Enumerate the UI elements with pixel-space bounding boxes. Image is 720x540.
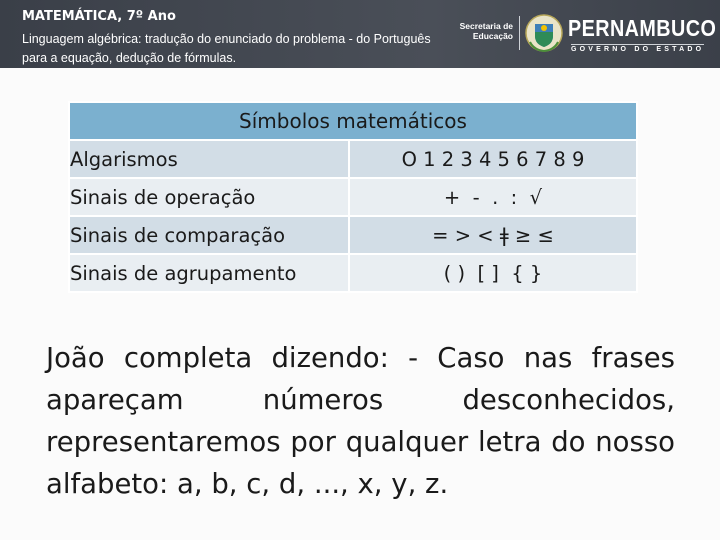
row-label: Algarismos	[69, 140, 349, 178]
table-row	[69, 178, 637, 216]
row-label: Sinais de agrupamento	[69, 254, 349, 292]
page-subtitle: Linguagem algébrica: tradução do enunciado do problema - do Português para a equação, dedução de fórmulas.	[22, 32, 431, 65]
row-label: Sinais de comparação	[69, 216, 349, 254]
table-row	[69, 254, 637, 292]
row-value: ( ) [ ] { }	[349, 254, 637, 292]
header-bar	[0, 0, 720, 68]
page-title: MATEMÁTICA, 7º Ano	[22, 9, 176, 24]
symbols-table	[68, 101, 638, 293]
body-paragraph: João completa dizendo: - Caso nas frases apareçam números desconhecidos, representaremos por qualquer letra do nosso alfabeto: a, b, c, d, ..., x, y, z.	[46, 342, 675, 500]
table-row	[69, 140, 637, 178]
row-value: O 1 2 3 4 5 6 7 8 9	[349, 140, 637, 178]
row-value: = > < ǂ ≥ ≤	[349, 216, 637, 254]
table-row	[69, 216, 637, 254]
state-coat-of-arms-icon	[524, 12, 564, 54]
row-value: + - . : √	[349, 178, 637, 216]
brand-name: PERNAMBUCO	[568, 15, 717, 41]
row-label: Sinais de operação	[69, 178, 349, 216]
secretaria-label: Secretaria de Educação	[459, 21, 513, 41]
table-title: Símbolos matemáticos	[69, 102, 637, 140]
logo-divider	[519, 16, 520, 50]
brand-subtitle: GOVERNO DO ESTADO	[571, 46, 705, 53]
